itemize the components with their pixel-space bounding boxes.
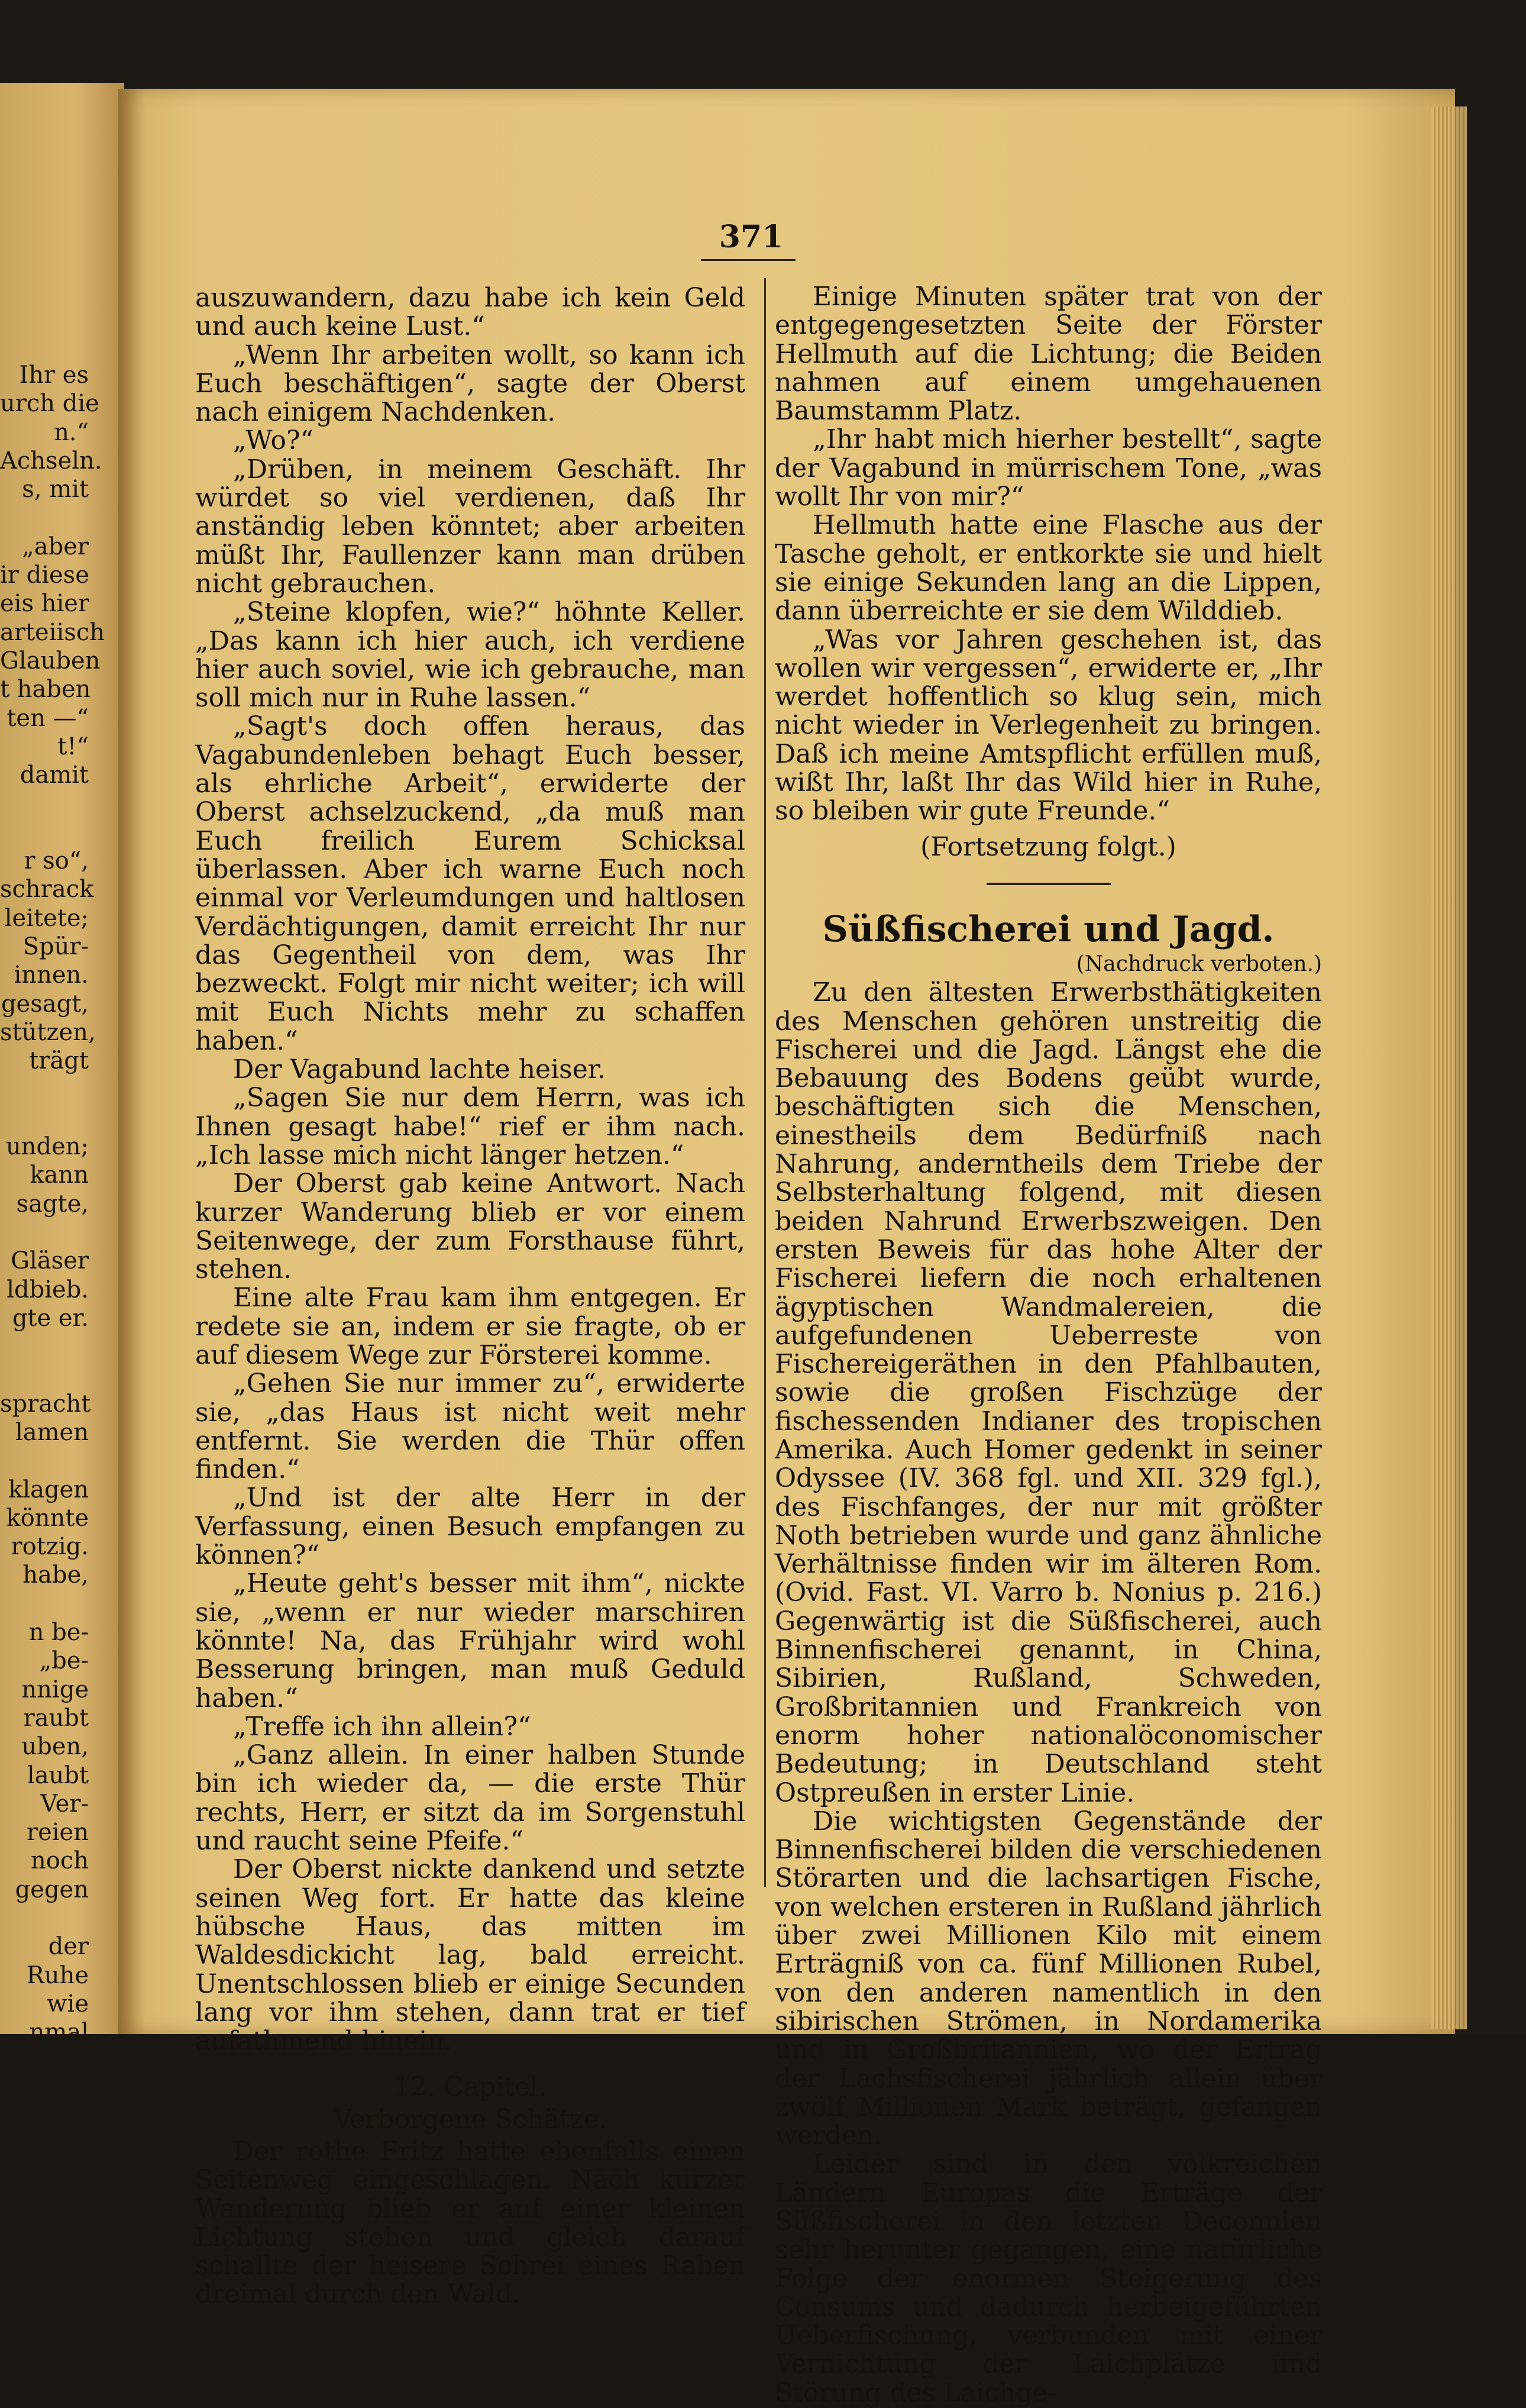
paragraph: Die wichtigsten Gegenstände der Binnenfischerei bilden die verschiedenen Störarten und die lachsartigen Fische, von welchen ersteren in Rußland jährlich über zwei Millionen Kilo mit einem Erträgniß von ca. fünf Millionen Rubel, von den anderen namentlich in den sibirischen Strömen, in Nordamerika und in Großbritannien, wo der Ertrag der Lachsfischerei jährlich allein über zwölf Millionen Mark beträgt, gefangen werden. xyxy=(775,1806,1322,2151)
paragraph: „Was vor Jahren geschehen ist, das wollen wir vergessen“, erwiderte er, „Ihr werdet hoffentlich so klug sein, mich nicht wieder in Verlegenheit zu bringen. Daß ich meine Amtspflicht erfüllen muß, wißt Ihr, laßt Ihr das Wild hier in Ruhe, so bleiben wir gute Freunde.“ xyxy=(775,624,1322,827)
facing-page-fragment: Achseln. xyxy=(0,447,102,475)
paragraph: „Ganz allein. In einer halben Stunde bin ich wieder da, — die erste Thür rechts, Herr, er sitzt da im Sorgenstuhl und raucht seine Pfeife.“ xyxy=(195,1740,745,1857)
facing-page-fragment: urch die xyxy=(0,390,99,418)
facing-page-fragment: spracht xyxy=(0,1390,91,1418)
facing-page-fragment: gegen xyxy=(15,1876,89,1903)
facing-page-fragment: n be- xyxy=(28,1619,89,1647)
paragraph: „Sagen Sie nur dem Herrn, was ich Ihnen gesagt habe!“ rief er ihm nach. „Ich lasse mich nicht länger hetzen.“ xyxy=(195,1083,745,1170)
facing-page-fragment: „aber xyxy=(22,532,89,560)
facing-page-fragment xyxy=(0,1075,89,1103)
facing-page-fragment: Spür- xyxy=(22,932,89,960)
paragraph: „Wenn Ihr arbeiten wollt, so kann ich Euch beschäftigen“, sagte der Oberst nach einigem Nachdenken. xyxy=(195,340,745,428)
facing-page-fragment: nmal xyxy=(29,2019,89,2047)
facing-page-fragment: innen. xyxy=(14,961,89,989)
facing-page-fragment: s, mit xyxy=(22,476,89,503)
facing-page-fragment: der xyxy=(48,1933,89,1961)
facing-page-fragment: lamen xyxy=(15,1418,89,1446)
paragraph: Einige Minuten später trat von der entgegengesetzten Seite der Förster Hellmuth auf die Lichtung; die Beiden nahmen auf einem umgehauenen Baumstamm Platz. xyxy=(775,282,1322,427)
chapter-number: 12. Capitel. xyxy=(394,2072,547,2103)
facing-page-fragment: habe, xyxy=(22,1561,89,1589)
facing-page-fragment: Glauben xyxy=(0,647,101,674)
facing-page-fragment: laubt xyxy=(27,1761,89,1789)
facing-page-fragment: klagen xyxy=(8,1476,89,1503)
chapter-title: Verborgene Schätze. xyxy=(333,2104,607,2135)
paragraph: „Gehen Sie nur immer zu“, erwiderte sie, „das Haus ist nicht weit mehr entfernt. Sie werden die Thür offen finden.“ xyxy=(195,1368,745,1485)
facing-page-fragment xyxy=(0,1104,89,1132)
facing-page-fragment xyxy=(0,1332,89,1361)
paragraph: „Treffe ich ihn allein?“ xyxy=(233,1711,531,1742)
facing-page-fragment: ten —“ xyxy=(7,704,89,732)
paragraph: Eine alte Frau kam ihm entgegen. Er redete sie an, indem er sie fragte, ob er auf diesem Wege zur Försterei komme. xyxy=(195,1283,745,1370)
facing-page-fragment: raubt xyxy=(23,1704,89,1732)
facing-page-fragment: reien xyxy=(26,1819,89,1847)
article-note: (Nachdruck verboten.) xyxy=(1076,951,1322,976)
facing-page-fragment: t haben xyxy=(0,676,91,703)
paragraph: auszuwandern, dazu habe ich kein Geld und auch keine Lust.“ xyxy=(195,283,745,342)
facing-page-fragment: gesagt, xyxy=(1,990,89,1018)
facing-page-text-fragments xyxy=(0,361,105,2047)
paragraph: „Drüben, in meinem Geschäft. Ihr würdet so viel verdienen, daß Ihr anständig leben könntet; aber arbeiten müßt Ihr, Faullenzer kann man drüben nicht gebrauchen. xyxy=(195,454,745,599)
facing-page-fragment: leitete; xyxy=(4,904,89,932)
left-column xyxy=(195,284,745,2309)
paragraph: „Steine klopfen, wie?“ höhnte Keller. „Das kann ich hier auch, ich verdiene hier auch soviel, wie ich gebrauche, man soll mich nur in Ruhe lassen.“ xyxy=(195,597,745,714)
facing-page-fragment xyxy=(0,503,89,532)
facing-page-fragment xyxy=(0,818,89,847)
facing-page-fragment: uben, xyxy=(21,1733,89,1761)
facing-page-fragment: Ruhe xyxy=(26,1961,89,1989)
facing-page-fragment: kann xyxy=(30,1161,89,1189)
paragraph: Der Oberst nickte dankend und setzte seinen Weg fort. Er hatte das kleine hübsche Haus, das mitten im Waldesdickicht lag, bald erreicht. Unentschlossen blieb er einige Secunden lang vor ihm stehen, dann trat er tief aufathmend hinein. xyxy=(195,1854,745,2057)
paragraph: „Heute geht's besser mit ihm“, nickte sie, „wenn er nur wieder marschiren könnte! Na, das Frühjahr wird wohl Besserung bringen, man muß Geduld haben.“ xyxy=(195,1568,745,1713)
facing-page-fragment: sagte, xyxy=(16,1190,89,1218)
facing-page-fragment: gte er. xyxy=(12,1304,89,1332)
facing-page-fragment: ir diese xyxy=(0,561,89,589)
facing-page-fragment: nnige xyxy=(21,1676,89,1703)
facing-page-fragment xyxy=(0,1361,89,1389)
paragraph: Der rothe Fritz hatte ebenfalls einen Seitenweg eingeschlagen. Nach kurzer Wanderung blieb er auf einer kleinen Lichtung stehen und gleich darauf schallte der heisere Schrei eines Raben dreimal durch den Wald. xyxy=(195,2136,745,2310)
article-title: Süßfischerei und Jagd. xyxy=(822,908,1275,950)
facing-page-fragment: r so“, xyxy=(24,847,89,875)
facing-page-edge xyxy=(0,83,124,2047)
facing-page-fragment: t!“ xyxy=(57,732,89,760)
paragraph: Der Vagabund lachte heiser. xyxy=(233,1054,606,1085)
page-number: 371 xyxy=(719,219,784,255)
facing-page-fragment xyxy=(0,789,89,818)
facing-page-fragment: unden; xyxy=(5,1133,89,1161)
page-number-rule xyxy=(701,259,796,261)
facing-page-fragment: noch xyxy=(30,1847,89,1875)
paragraph: Hellmuth hatte eine Flasche aus der Tasche geholt, er entkorkte sie und hielt sie einige Sekunden lang an die Lippen, dann überreichte er sie dem Wilddieb. xyxy=(775,510,1322,627)
paragraph: „Sagt's doch offen heraus, das Vagabundenleben behagt Euch besser, als ehrliche Arbeit“, erwiderte der Oberst achselzuckend, „da muß man Euch freilich Eurem Schicksal überlassen. Aber ich warne Euch noch einmal vor Verleumdungen und haltlosen Verdächtigungen, damit erreicht Ihr nur das Gegentheil von dem, was Ihr bezweckt. Folgt mir nicht weiter; ich will mit Euch Nichts mehr zu schaffen haben.“ xyxy=(195,711,745,1056)
paragraph: „Und ist der alte Herr in der Verfassung, einen Besuch empfangen zu können?“ xyxy=(195,1483,745,1571)
column-divider xyxy=(764,278,766,1887)
paragraph: Der Oberst gab keine Antwort. Nach kurzer Wanderung blieb er vor einem Seitenwege, der zum Forsthause führt, stehen. xyxy=(195,1169,745,1285)
section-rule xyxy=(987,883,1111,885)
paragraph: Zu den ältesten Erwerbsthätigkeiten des Menschen gehören unstreitig die Fischerei und die Jagd. Längst ehe die Bebauung des Bodens geübt wurde, beschäftigten sich die Menschen, einestheils dem Bedürfniß nach Nahrung, anderntheils dem Triebe der Selbsterhaltung folgend, mit diesen beiden Nahrund Erwerbszweigen. Den ersten Beweis für das hohe Alter der Fischerei liefern die noch erhaltenen ägyptischen Wandmalereien, die aufgefundenen Ueberreste von Fischereigeräthen in den Pfahlbauten, sowie die großen Fischzüge der fischessenden Indianer des tropischen Amerika. Auch Homer gedenkt in seiner Odyssee (IV. 368 fgl. und XII. 329 fgl.), des Fischfanges, der nur mit größter Noth betrieben wurde und ganz ähnliche Verhältnisse finden wir im älteren Rom. (Ovid. Fast. VI. Varro b. Nonius p. 216.) Gegenwärtig ist die Süßfischerei, auch Binnenfischerei genannt, in China, Sibirien, Rußland, Schweden, Großbritannien und Frankreich von enorm hoher nationalöconomischer Bedeutung; in Deutschland steht Ostpreußen in erster Linie. xyxy=(775,977,1322,1808)
facing-page-fragment: wie xyxy=(47,1990,89,2018)
right-column xyxy=(775,283,1322,2407)
facing-page-fragment xyxy=(0,1590,89,1618)
facing-page-fragment: stützen, xyxy=(0,1018,96,1046)
facing-page-fragment: damit xyxy=(20,761,89,789)
facing-page-fragment: trägt xyxy=(29,1047,89,1075)
facing-page-fragment xyxy=(0,1447,89,1475)
facing-page-fragment: n.“ xyxy=(54,418,89,446)
paragraph: Leider sind in den volkreichen Ländern Europas die Erträge der Süßfischerei in den letzten Decennien sehr herunter gegangen, eine natürliche Folge der enormen Steigerung des Consums und dadurch herbeigeführten Ueberfischung, verbunden mit einer Vernichtung der Laichplätze und Störung des Laichge- xyxy=(775,2149,1322,2408)
facing-page-fragment: „be- xyxy=(39,1647,89,1675)
facing-page-fragment: eis hier xyxy=(0,590,90,618)
facing-page-fragment: Gläser xyxy=(11,1247,89,1275)
paragraph: „Wo?“ xyxy=(233,425,314,456)
facing-page-fragment xyxy=(0,1218,89,1247)
facing-page-fragment: könnte xyxy=(6,1504,89,1532)
facing-page-fragment xyxy=(0,1904,89,1932)
continued-note: (Fortsetzung folgt.) xyxy=(920,831,1176,862)
page-stack-edge xyxy=(1431,106,1467,2029)
facing-page-fragment: Ihr es xyxy=(19,361,89,389)
facing-page-fragment: arteiisch xyxy=(0,618,105,646)
facing-page-fragment: ldbieb. xyxy=(7,1276,89,1303)
paragraph: „Ihr habt mich hierher bestellt“, sagte der Vagabund in mürrischem Tone, „was wollt Ihr von mir?“ xyxy=(775,424,1322,512)
facing-page-fragment: schrack xyxy=(0,876,94,903)
facing-page-fragment: rotzig. xyxy=(11,1533,89,1561)
facing-page-fragment: Ver- xyxy=(40,1790,89,1818)
